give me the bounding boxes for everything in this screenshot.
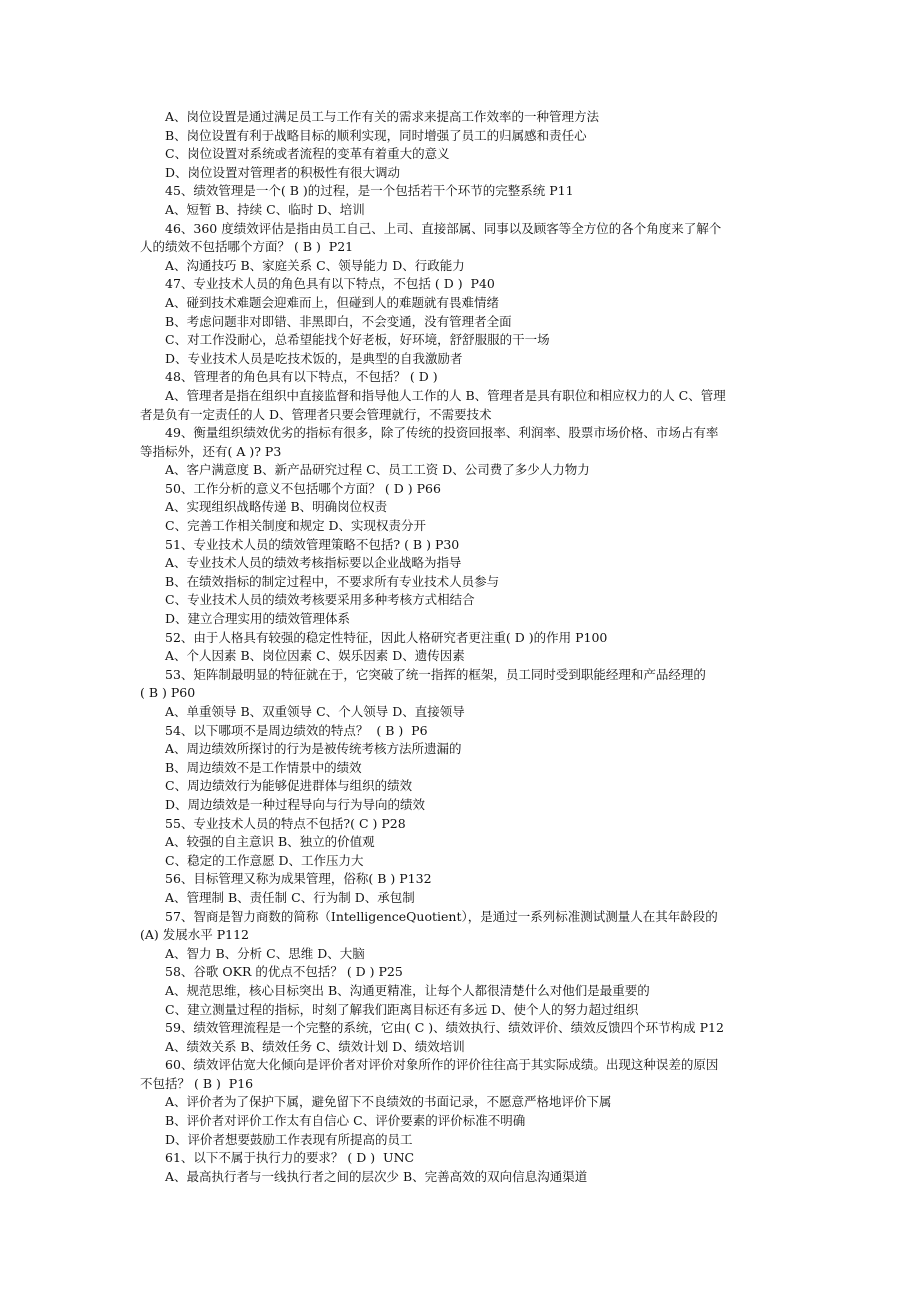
text-line: D、专业技术人员是吃技术饭的，是典型的自我激励者 [165,350,463,366]
text-line: A、个人因素 B、岗位因素 C、娱乐因素 D、遗传因素 [165,648,465,664]
text-line: 者是负有一定责任的人 D、管理者只要会管理就行，不需要技术 [140,406,492,422]
text-line: 61、以下不属于执行力的要求？ ( D ) UNC [165,1150,415,1166]
text-line: A、短暂 B、持续 C、临时 D、培训 [165,201,365,217]
text-line: 45、绩效管理是一个( B )的过程，是一个包括若干个环节的完整系统 P11 [165,183,574,199]
text-line: 47、专业技术人员的角色具有以下特点，不包括 ( D ) P40 [165,276,495,292]
text-line: A、碰到技术难题会迎难而上，但碰到人的难题就有畏难情绪 [165,294,500,310]
text-line: B、岗位设置有利于战略目标的顺利实现，同时增强了员工的归属感和责任心 [165,127,587,143]
text-line: D、建立合理实用的绩效管理体系 [165,611,351,627]
text-line: A、规范思维，核心目标突出 B、沟通更精准，让每个人都很清楚什么对他们是最重要的 [165,982,650,998]
text-line: 50、工作分析的意义不包括哪个方面？ ( D ) P66 [165,480,441,496]
text-line: B、在绩效指标的制定过程中，不要求所有专业技术人员参与 [165,573,500,589]
text-line: A、实现组织战略传递 B、明确岗位权责 [165,499,388,515]
text-line: 人的绩效不包括哪个方面？ ( B ) P21 [140,239,354,255]
text-line: (A) 发展水平 P112 [140,927,249,943]
text-line: A、评价者为了保护下属，避免留下不良绩效的书面记录，不愿意严格地评价下属 [165,1094,612,1110]
text-line: 48、管理者的角色具有以下特点，不包括？ ( D ) [165,369,438,385]
text-line: B、周边绩效不是工作情景中的绩效 [165,759,362,775]
text-line: 49、衡量组织绩效优劣的指标有很多，除了传统的投资回报率、利润率、股票市场价格、市场占有率 [165,425,719,441]
text-line: D、周边绩效是一种过程导向与行为导向的绩效 [165,796,426,812]
text-line: C、岗位设置对系统或者流程的变革有着重大的意义 [165,146,450,162]
text-line: 53、矩阵制最明显的特征就在于，它突破了统一指挥的框架，员工同时受到职能经理和产品经理的 [165,666,706,682]
text-line: 46、360 度绩效评估是指由员工自己、上司、直接部属、同事以及顾客等全方位的各个角度来了解个 [165,220,722,236]
text-line: C、周边绩效行为能够促进群体与组织的绩效 [165,778,413,794]
text-line: 59、绩效管理流程是一个完整的系统，它由( C )、绩效执行、绩效评价、绩效反馈四个环节构成 P12 [165,1020,724,1036]
text-line: 58、谷歌 OKR 的优点不包括？ ( D ) P25 [165,964,403,980]
text-line: A、客户满意度 B、新产品研究过程 C、员工工资 D、公司费了多少人力物力 [165,462,590,478]
document-text-body [140,108,785,1186]
text-line: 57、智商是智力商数的简称（IntelligenceQuotient），是通过一系列标准测试测量人在其年龄段的 [165,908,718,924]
text-line: 56、目标管理又称为成果管理，俗称( B ) P132 [165,871,432,887]
text-line: A、沟通技巧 B、家庭关系 C、领导能力 D、行政能力 [165,257,465,273]
text-line: C、稳定的工作意愿 D、工作压力大 [165,852,364,868]
text-line: 等指标外，还有( A )? P3 [140,443,282,459]
text-line: B、考虑问题非对即错、非黑即白，不会变通，没有管理者全面 [165,313,512,329]
text-line: A、周边绩效所探讨的行为是被传统考核方法所遗漏的 [165,741,462,757]
text-line: C、建立测量过程的指标，时刻了解我们距离目标还有多远 D、使个人的努力超过组织 [165,1001,639,1017]
text-line: 不包括？ ( B ) P16 [140,1075,254,1091]
text-line: D、评价者想要鼓励工作表现有所提高的员工 [165,1131,413,1147]
text-line: 54、以下哪项不是周边绩效的特点？ ( B ) P6 [165,722,428,738]
text-line: D、岗位设置对管理者的积极性有很大调动 [165,164,401,180]
text-line: A、较强的自主意识 B、独立的价值观 [165,834,375,850]
text-line: A、单重领导 B、双重领导 C、个人领导 D、直接领导 [165,704,465,719]
text-line: A、最高执行者与一线执行者之间的层次少 B、完善高效的双向信息沟通渠道 [165,1168,588,1184]
text-line: A、管理制 B、责任制 C、行为制 D、承包制 [165,889,415,905]
text-line: 51、专业技术人员的绩效管理策略不包括? ( B ) P30 [165,536,460,552]
text-line: A、岗位设置是通过满足员工与工作有关的需求来提高工作效率的一种管理方法 [165,109,600,124]
text-line: A、智力 B、分析 C、思维 D、大脑 [165,945,365,961]
text-line: B、评价者对评价工作太有自信心 C、评价要素的评价标准不明确 [165,1113,526,1129]
text-line: A、绩效关系 B、绩效任务 C、绩效计划 D、绩效培训 [165,1038,465,1054]
text-line: C、专业技术人员的绩效考核要采用多种考核方式相结合 [165,592,475,608]
text-line: 52、由于人格具有较强的稳定性特征，因此人格研究者更注重( D )的作用 P100 [165,629,608,645]
text-line: A、管理者是指在组织中直接监督和指导他人工作的人 B、管理者是具有职位和相应权力的人 C、管理 [165,387,726,403]
text-line: 55、专业技术人员的特点不包括?( C ) P28 [165,815,406,831]
text-line: C、完善工作相关制度和规定 D、实现权责分开 [165,518,427,534]
text-line: ( B ) P60 [140,685,196,701]
text-line: A、专业技术人员的绩效考核指标要以企业战略为指导 [165,555,462,571]
text-line: 60、绩效评估宽大化倾向是评价者对评价对象所作的评价往往高于其实际成绩。出现这种误差的原因 [165,1057,719,1073]
text-line: C、对工作没耐心，总希望能找个好老板，好环境，舒舒服服的干一场 [165,332,550,348]
